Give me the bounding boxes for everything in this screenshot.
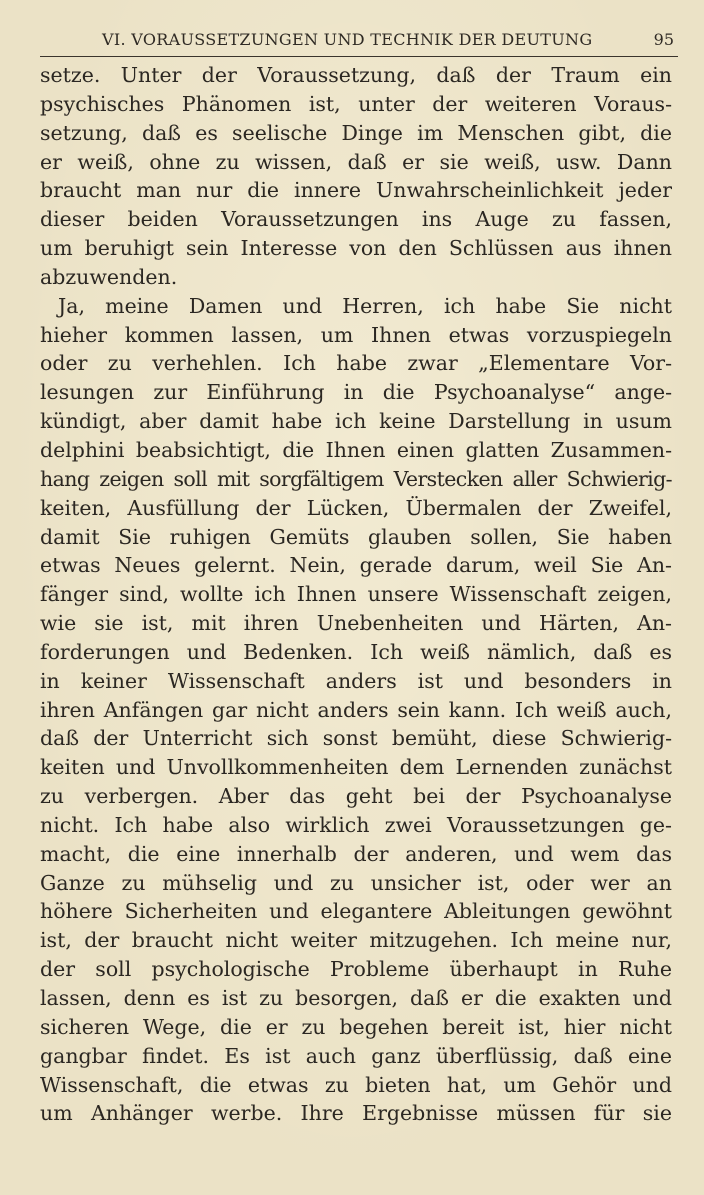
text-line: keiten und Unvollkommenheiten dem Lernenden zunächst [40, 755, 672, 780]
page-header [40, 28, 678, 57]
text-line: nicht. Ich habe also wirklich zwei Voraussetzungen ge- [40, 812, 672, 837]
text-line: dieser beiden Voraussetzungen ins Auge zu fassen, [40, 207, 672, 232]
text-line: hieher kommen lassen, um Ihnen etwas vorzuspiegeln [40, 322, 672, 347]
text-line: um beruhigt sein Interesse von den Schlüssen aus ihnen [40, 236, 672, 261]
text-line: sicheren Wege, die er zu begehen bereit ist, hier nicht [40, 1014, 672, 1039]
text-line: setzung, daß es seelische Dinge im Menschen gibt, die [40, 120, 672, 145]
body-text [40, 61, 672, 1128]
text-line: er weiß, ohne zu wissen, daß er sie weiß, usw. Dann [40, 149, 672, 174]
text-line: damit Sie ruhigen Gemüts glauben sollen, Sie haben [40, 524, 672, 549]
text-line: gangbar findet. Es ist auch ganz überflüssig, daß eine [40, 1043, 672, 1068]
text-line: lassen, denn es ist zu besorgen, daß er die exakten und [40, 986, 672, 1010]
text-line: ihren Anfängen gar nicht anders sein kann. Ich weiß auch, [40, 697, 672, 722]
text-line: in keiner Wissenschaft anders ist und besonders in [40, 668, 672, 693]
text-line: macht, die eine innerhalb der anderen, und wem das [40, 841, 672, 866]
text-line: psychisches Phänomen ist, unter der weiteren Voraus- [40, 91, 672, 116]
text-line: abzuwenden. [40, 264, 178, 289]
text-line: kündigt, aber damit habe ich keine Darstellung in usum [40, 409, 672, 434]
text-line: zu verbergen. Aber das geht bei der Psychoanalyse [40, 784, 672, 809]
text-line: lesungen zur Einführung in die Psychoanalyse“ ange- [40, 380, 672, 405]
page-number: 95 [653, 30, 674, 49]
text-line: forderungen und Bedenken. Ich weiß nämlich, daß es [40, 639, 672, 664]
text-line: fänger sind, wollte ich Ihnen unsere Wissenschaft zeigen, [40, 582, 672, 607]
text-line: um Anhänger werbe. Ihre Ergebnisse müssen für sie [40, 1101, 672, 1126]
text-line: etwas Neues gelernt. Nein, gerade darum, weil Sie An- [40, 553, 672, 578]
text-line: oder zu verhehlen. Ich habe zwar „Elementare Vor- [40, 351, 672, 376]
text-line: delphini beabsichtigt, die Ihnen einen glatten Zusammen- [40, 437, 672, 462]
text-line: daß der Unterricht sich sonst bemüht, diese Schwierig- [40, 726, 672, 751]
text-line: braucht man nur die innere Unwahrscheinlichkeit jeder [40, 178, 672, 203]
text-line: Ja, meine Damen und Herren, ich habe Sie nicht [58, 293, 672, 318]
text-line: hang zeigen soll mit sorgfältigem Verstecken aller Schwierig- [40, 466, 672, 491]
text-line: Wissenschaft, die etwas zu bieten hat, um Gehör und [40, 1072, 672, 1097]
text-line: der soll psychologische Probleme überhaupt in Ruhe [40, 957, 672, 982]
text-line: setze. Unter der Voraussetzung, daß der Traum ein [40, 63, 672, 87]
text-line: keiten, Ausfüllung der Lücken, Übermalen der Zweifel, [40, 495, 672, 520]
text-line: Ganze zu mühselig und zu unsicher ist, oder wer an [40, 870, 672, 895]
text-line: höhere Sicherheiten und elegantere Ableitungen gewöhnt [40, 899, 672, 924]
text-line: ist, der braucht nicht weiter mitzugehen. Ich meine nur, [40, 928, 672, 953]
text-line: wie sie ist, mit ihren Unebenheiten und Härten, An- [40, 611, 672, 636]
running-head: VI. VORAUSSETZUNGEN UND TECHNIK DER DEUTUNG [102, 30, 593, 49]
